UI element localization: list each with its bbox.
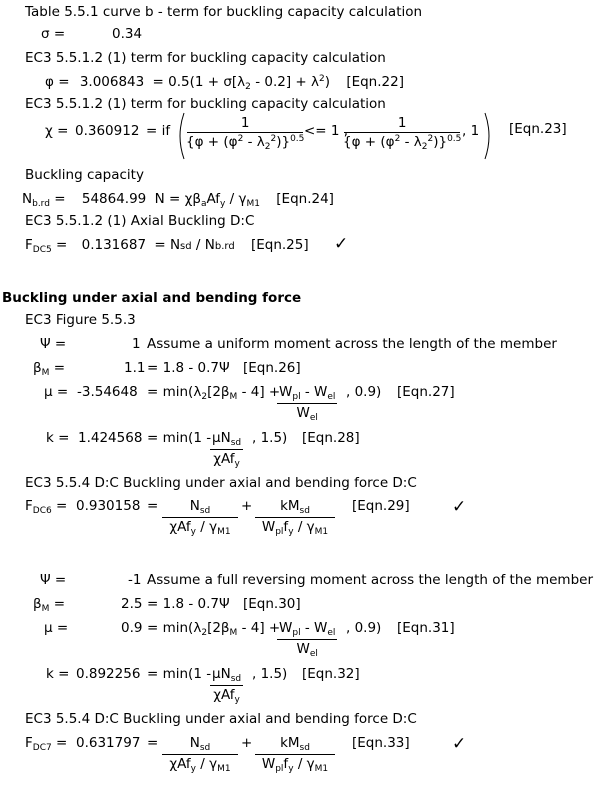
fdc6-value: 0.930158 xyxy=(76,498,141,514)
sigma-label: σ = xyxy=(41,26,66,42)
beta-eqn: [Eqn.26] xyxy=(243,360,301,376)
phi-label: φ = xyxy=(45,74,70,90)
chi-if: = if xyxy=(146,123,171,139)
k2-formula: = min(1 - xyxy=(147,666,212,682)
ref-chi: EC3 5.5.1.2 (1) term for buckling capacity calculation xyxy=(25,96,386,112)
fdc6-eqsign: = xyxy=(147,498,159,514)
nbrd-formula: $N = \chi\beta_aAf_y / \gamma_{M1}$ xyxy=(154,191,260,209)
psi2-value: -1 xyxy=(128,572,142,588)
chi-fraction-1: $\frac{1}{\{\varphi + (\varphi^2 - \lambda_2^2)\}^{0.5}}$ xyxy=(186,115,305,152)
fdc5-label: $F_{DC5}$ = xyxy=(25,237,68,255)
beta2-formula: = 1.8 - 0.7Ψ xyxy=(147,596,230,612)
k-value: 1.424568 xyxy=(78,430,143,446)
psi2-label: Ψ = xyxy=(40,572,67,588)
fdc7-fraction-2: $kM_{sd}$ $W_{pl}f_y / \gamma_{M1}$ xyxy=(255,735,335,774)
mu2-eqn: [Eqn.31] xyxy=(397,620,455,636)
nbrd-eqn: [Eqn.24] xyxy=(276,191,334,207)
k2-fraction: $\mu N_{sd}$ χAf$_y$ xyxy=(212,666,242,705)
mu-tail: , 0.9) xyxy=(346,384,382,400)
mu2-formula: = $\min(\lambda_2[2\beta_M - 4]$ + xyxy=(147,620,281,638)
ref-dc7: EC3 5.5.4 D:C Buckling under axial and bending force D:C xyxy=(25,711,417,727)
k-formula: = min(1 - xyxy=(147,430,212,446)
beta-label: $\beta_M$ = xyxy=(33,360,65,378)
fdc6-fraction-1: $N_{sd}$ $\chi Af_y / \gamma_{M1}$ xyxy=(162,498,238,537)
fdc7-plus: + xyxy=(241,735,253,751)
fdc7-label: $F_{DC7}$ = xyxy=(25,735,68,753)
fdc7-check-icon: ✓ xyxy=(452,734,467,754)
left-paren xyxy=(174,112,186,160)
chi-eqn: [Eqn.23] xyxy=(509,121,567,137)
mu2-fraction: $W_{pl} - W_{el}$ $W_{el}$ xyxy=(279,620,336,659)
k2-label: k = xyxy=(46,666,70,682)
ref-axial: EC3 5.5.1.2 (1) Axial Buckling D:C xyxy=(25,213,255,229)
fdc6-label: $F_{DC6}$ = xyxy=(25,498,68,516)
ref-dc6: EC3 5.5.4 D:C Buckling under axial and bending force D:C xyxy=(25,475,417,491)
buckling-capacity: Buckling capacity xyxy=(25,167,144,183)
fdc7-eqn: [Eqn.33] xyxy=(352,735,410,751)
fdc5-row xyxy=(25,237,309,255)
phi-value: 3.006843 xyxy=(79,74,145,90)
section-heading: Buckling under axial and bending force xyxy=(2,290,302,306)
k2-tail: , 1.5) xyxy=(252,666,288,682)
k-eqn: [Eqn.28] xyxy=(302,430,360,446)
chi-fraction-2: $\frac{1}{\{\varphi + (\varphi^2 - \lambda_2^2)\}^{0.5}}$ xyxy=(343,115,462,152)
fdc5-formula: = Nsd / Nb.rd xyxy=(154,237,235,253)
sigma-value: 0.34 xyxy=(112,26,143,42)
fdc6-fraction-2: $kM_{sd}$ $W_{pl}f_y / \gamma_{M1}$ xyxy=(255,498,335,537)
chi-value: 0.360912 xyxy=(75,123,140,139)
fdc7-value: 0.631797 xyxy=(76,735,141,751)
k2-value: 0.892256 xyxy=(76,666,141,682)
chi-one: , 1 xyxy=(462,123,480,139)
beta-formula: = 1.8 - 0.7Ψ xyxy=(147,360,230,376)
phi-row xyxy=(45,74,404,92)
psi-label: Ψ = xyxy=(40,336,67,352)
figure-ref: EC3 Figure 5.5.3 xyxy=(25,312,136,328)
phi-formula: = $0.5(1 + \sigma[\lambda_2 - 0.2] + \lambda^2)$ xyxy=(152,74,331,92)
fdc6-plus: + xyxy=(241,498,253,514)
nbrd-row xyxy=(22,191,334,209)
beta2-value: 2.5 xyxy=(121,596,143,612)
fdc7-fraction-1: $N_{sd}$ $\chi Af_y / \gamma_{M1}$ xyxy=(162,735,238,774)
psi2-desc: Assume a full reversing moment across the length of the member xyxy=(147,572,594,588)
fdc6-eqn: [Eqn.29] xyxy=(352,498,410,514)
nbrd-label: $N_{b.rd}$ = xyxy=(22,191,66,209)
mu-value: -3.54648 xyxy=(77,384,138,400)
fdc5-eqn: [Eqn.25] xyxy=(250,237,309,253)
mu-label: μ = xyxy=(44,384,69,400)
fdc7-eqsign: = xyxy=(147,735,159,751)
mu-fraction: $W_{pl} - W_{el}$ $W_{el}$ xyxy=(279,384,336,423)
psi-value: 1 xyxy=(132,336,141,352)
mu2-label: μ = xyxy=(44,620,69,636)
beta2-label: $\beta_M$ = xyxy=(33,596,65,614)
chi-label: χ = xyxy=(45,123,69,139)
mu-formula: = $\min(\lambda_2[2\beta_M - 4]$ + xyxy=(147,384,281,402)
ref-phi: EC3 5.5.1.2 (1) term for buckling capacity calculation xyxy=(25,50,386,66)
k-tail: , 1.5) xyxy=(252,430,288,446)
k-label: k = xyxy=(46,430,70,446)
table-title: Table 5.5.1 curve b - term for buckling capacity calculation xyxy=(25,4,423,20)
beta-value: 1.1 xyxy=(124,360,146,376)
fdc5-value: 0.131687 xyxy=(81,237,147,253)
mu2-tail: , 0.9) xyxy=(346,620,382,636)
k2-eqn: [Eqn.32] xyxy=(302,666,360,682)
right-paren xyxy=(483,112,495,160)
fdc6-check-icon: ✓ xyxy=(452,497,467,517)
chi-le: <= 1 , xyxy=(304,123,349,139)
nbrd-value: 54864.99 xyxy=(81,191,147,207)
mu-eqn: [Eqn.27] xyxy=(397,384,455,400)
mu2-value: 0.9 xyxy=(121,620,143,636)
phi-eqn: [Eqn.22] xyxy=(346,74,404,90)
k-fraction: $\mu N_{sd}$ χAf$_y$ xyxy=(212,430,242,469)
psi-desc: Assume a uniform moment across the length of the member xyxy=(147,336,557,352)
fdc5-check-icon: ✓ xyxy=(334,234,349,254)
beta2-eqn: [Eqn.30] xyxy=(243,596,301,612)
